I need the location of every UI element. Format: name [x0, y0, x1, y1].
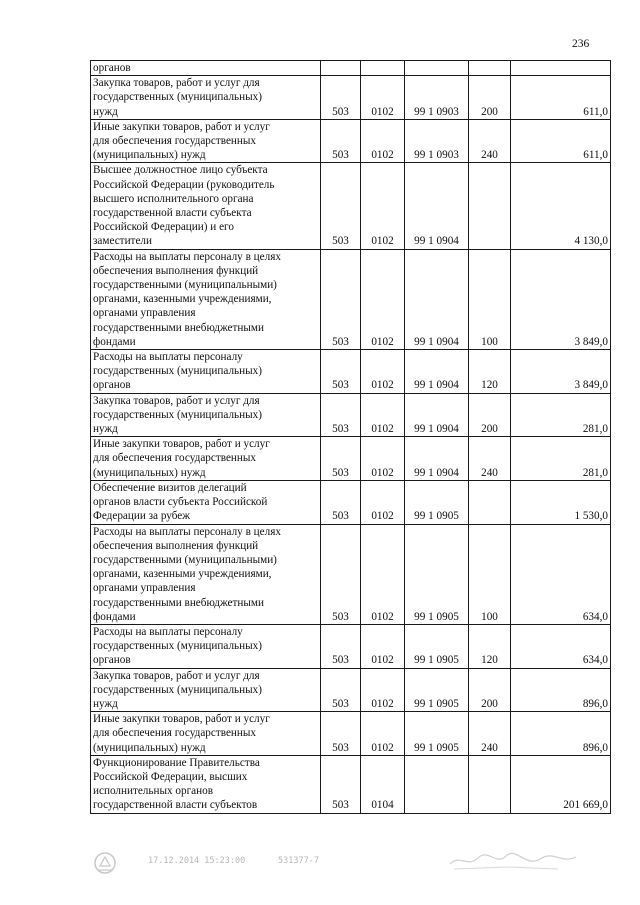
footer-stamp: [90, 846, 610, 882]
cell-target-code: 99 1 0905: [405, 480, 469, 524]
table-row: [91, 350, 611, 394]
cell-ministry-code: 503: [321, 437, 361, 481]
cell-section-code: 0102: [361, 437, 405, 481]
row-name-line: государственными внебюджетными: [93, 321, 264, 334]
cell-section-code: 0102: [361, 668, 405, 712]
row-name-line: высшего исполнительного органа: [93, 192, 254, 205]
row-name-line: для обеспечения государственных: [93, 727, 257, 740]
cell-amount: 634,0: [511, 524, 611, 624]
budget-table-body: [91, 61, 611, 814]
row-name-line: Иные закупки товаров, работ и услуг: [93, 120, 270, 133]
budget-table: [90, 60, 611, 814]
row-name-line: органами управления: [93, 307, 196, 320]
table-row: [91, 480, 611, 524]
row-name-line: органов: [93, 654, 131, 667]
cell-amount: 281,0: [511, 437, 611, 481]
row-name-line: для обеспечения государственных: [93, 452, 257, 465]
row-name-line: заместители: [93, 235, 152, 248]
table-row: [91, 524, 611, 624]
row-name-line: государственных (муниципальных): [93, 683, 262, 696]
cell-expense-type-code: 120: [469, 350, 511, 394]
cell-expense-type-code: 100: [469, 249, 511, 349]
row-name: [91, 119, 321, 163]
cell-expense-type-code: 200: [469, 76, 511, 120]
table-row: [91, 393, 611, 437]
row-name-line: государственными (муниципальными): [93, 553, 277, 566]
cell-amount: 634,0: [511, 624, 611, 668]
row-name: [91, 480, 321, 524]
cell-section-code: [361, 61, 405, 76]
row-name: [91, 393, 321, 437]
cell-target-code: 99 1 0903: [405, 76, 469, 120]
table-row: [91, 249, 611, 349]
row-name-line: органами, казенными учреждениями,: [93, 568, 272, 581]
cell-ministry-code: 503: [321, 393, 361, 437]
row-name-line: государственных (муниципальных): [93, 408, 262, 421]
cell-expense-type-code: 240: [469, 712, 511, 756]
row-name-line: Иные закупки товаров, работ и услуг: [93, 713, 270, 726]
row-name-line: государственной власти субъекта: [93, 207, 252, 220]
cell-section-code: 0102: [361, 624, 405, 668]
cell-expense-type-code: [469, 61, 511, 76]
row-name-line: (муниципальных) нужд: [93, 466, 206, 479]
row-name-line: Закупка товаров, работ и услуг для: [93, 669, 260, 682]
cell-amount: 3 849,0: [511, 350, 611, 394]
cell-ministry-code: 503: [321, 163, 361, 249]
row-name-line: Расходы на выплаты персоналу: [93, 351, 243, 364]
row-name-line: государственными (муниципальными): [93, 279, 277, 292]
page-number: 236: [572, 38, 590, 50]
cell-ministry-code: [321, 61, 361, 76]
row-name-line: государственных (муниципальных): [93, 365, 262, 378]
row-name-line: Закупка товаров, работ и услуг для: [93, 77, 260, 90]
cell-ministry-code: 503: [321, 350, 361, 394]
cell-section-code: 0104: [361, 755, 405, 813]
row-name-line: органов власти субъекта Российской: [93, 496, 268, 509]
cell-section-code: 0102: [361, 393, 405, 437]
cell-amount: 201 669,0: [511, 755, 611, 813]
cell-ministry-code: 503: [321, 755, 361, 813]
row-name-line: нужд: [93, 423, 118, 436]
row-name: [91, 624, 321, 668]
emblem-icon: [92, 850, 118, 876]
cell-amount: [511, 61, 611, 76]
cell-amount: 896,0: [511, 712, 611, 756]
row-name: [91, 524, 321, 624]
row-name-line: органов: [93, 62, 131, 74]
cell-target-code: 99 1 0905: [405, 624, 469, 668]
footer-doc-number: 531377-7: [278, 856, 319, 866]
cell-section-code: 0102: [361, 119, 405, 163]
row-name-line: Иные закупки товаров, работ и услуг: [93, 438, 270, 451]
cell-amount: 3 849,0: [511, 249, 611, 349]
row-name-line: Расходы на выплаты персоналу: [93, 625, 243, 638]
row-name-line: для обеспечения государственных: [93, 135, 257, 148]
cell-target-code: [405, 61, 469, 76]
row-name-line: исполнительных органов: [93, 785, 213, 798]
row-name: [91, 163, 321, 249]
cell-ministry-code: 503: [321, 480, 361, 524]
cell-expense-type-code: 120: [469, 624, 511, 668]
row-name: [91, 668, 321, 712]
cell-target-code: 99 1 0904: [405, 350, 469, 394]
row-name-line: Российской Федерации, высших: [93, 770, 248, 783]
row-name-line: государственной власти субъектов: [93, 799, 258, 812]
cell-expense-type-code: 200: [469, 668, 511, 712]
row-name-line: Расходы на выплаты персоналу в целях: [93, 250, 281, 263]
table-row: [91, 755, 611, 813]
row-name: [91, 437, 321, 481]
cell-expense-type-code: 240: [469, 437, 511, 481]
row-name-line: нужд: [93, 105, 118, 118]
cell-target-code: 99 1 0905: [405, 524, 469, 624]
row-name-line: Обеспечение визитов делегаций: [93, 481, 247, 494]
cell-amount: 1 530,0: [511, 480, 611, 524]
cell-target-code: 99 1 0905: [405, 712, 469, 756]
row-name-line: Российской Федерации (руководитель: [93, 178, 275, 191]
cell-ministry-code: 503: [321, 624, 361, 668]
cell-amount: 611,0: [511, 76, 611, 120]
cell-amount: 896,0: [511, 668, 611, 712]
row-name-line: фондами: [93, 610, 136, 623]
row-name: [91, 249, 321, 349]
table-row: [91, 119, 611, 163]
row-name-line: государственных (муниципальных): [93, 640, 262, 653]
cell-ministry-code: 503: [321, 76, 361, 120]
table-row: [91, 163, 611, 249]
cell-target-code: [405, 755, 469, 813]
cell-ministry-code: 503: [321, 524, 361, 624]
cell-amount: 611,0: [511, 119, 611, 163]
row-name-line: обеспечения выполнения функций: [93, 539, 259, 552]
cell-section-code: 0102: [361, 249, 405, 349]
cell-ministry-code: 503: [321, 712, 361, 756]
cell-target-code: 99 1 0904: [405, 437, 469, 481]
table-row: [91, 437, 611, 481]
cell-expense-type-code: 240: [469, 119, 511, 163]
cell-ministry-code: 503: [321, 668, 361, 712]
table-row: [91, 76, 611, 120]
cell-ministry-code: 503: [321, 249, 361, 349]
row-name: [91, 76, 321, 120]
table-row: [91, 61, 611, 76]
footer-timestamp: 17.12.2014 15:23:00: [148, 856, 246, 866]
row-name-line: Расходы на выплаты персоналу в целях: [93, 525, 281, 538]
table-row: [91, 712, 611, 756]
table-row: [91, 668, 611, 712]
row-name-line: обеспечения выполнения функций: [93, 264, 259, 277]
row-name: [91, 712, 321, 756]
cell-expense-type-code: 100: [469, 524, 511, 624]
cell-amount: 281,0: [511, 393, 611, 437]
cell-section-code: 0102: [361, 163, 405, 249]
row-name-line: Российской Федерации) и его: [93, 221, 234, 234]
cell-ministry-code: 503: [321, 119, 361, 163]
cell-section-code: 0102: [361, 712, 405, 756]
row-name-line: государственными внебюджетными: [93, 596, 264, 609]
cell-section-code: 0102: [361, 480, 405, 524]
row-name: [91, 350, 321, 394]
cell-target-code: 99 1 0904: [405, 393, 469, 437]
cell-expense-type-code: [469, 163, 511, 249]
row-name-line: органов: [93, 379, 131, 392]
cell-expense-type-code: [469, 755, 511, 813]
row-name-line: Закупка товаров, работ и услуг для: [93, 394, 260, 407]
cell-section-code: 0102: [361, 76, 405, 120]
row-name-line: государственных (муниципальных): [93, 91, 262, 104]
cell-section-code: 0102: [361, 350, 405, 394]
cell-section-code: 0102: [361, 524, 405, 624]
table-row: [91, 624, 611, 668]
row-name-line: (муниципальных) нужд: [93, 741, 206, 754]
cell-target-code: 99 1 0904: [405, 163, 469, 249]
row-name-line: нужд: [93, 697, 118, 710]
row-name-line: органами управления: [93, 582, 196, 595]
signature-mark-icon: [448, 850, 578, 872]
row-name-line: Функционирование Правительства: [93, 756, 260, 769]
cell-expense-type-code: [469, 480, 511, 524]
row-name: [91, 755, 321, 813]
cell-target-code: 99 1 0904: [405, 249, 469, 349]
row-name-line: фондами: [93, 335, 136, 348]
row-name-line: (муниципальных) нужд: [93, 149, 206, 162]
cell-amount: 4 130,0: [511, 163, 611, 249]
cell-expense-type-code: 200: [469, 393, 511, 437]
row-name: [91, 61, 321, 76]
row-name-line: органами, казенными учреждениями,: [93, 293, 272, 306]
row-name-line: Высшее должностное лицо субъекта: [93, 164, 268, 177]
row-name-line: Федерации за рубеж: [93, 510, 190, 523]
cell-target-code: 99 1 0903: [405, 119, 469, 163]
cell-target-code: 99 1 0905: [405, 668, 469, 712]
